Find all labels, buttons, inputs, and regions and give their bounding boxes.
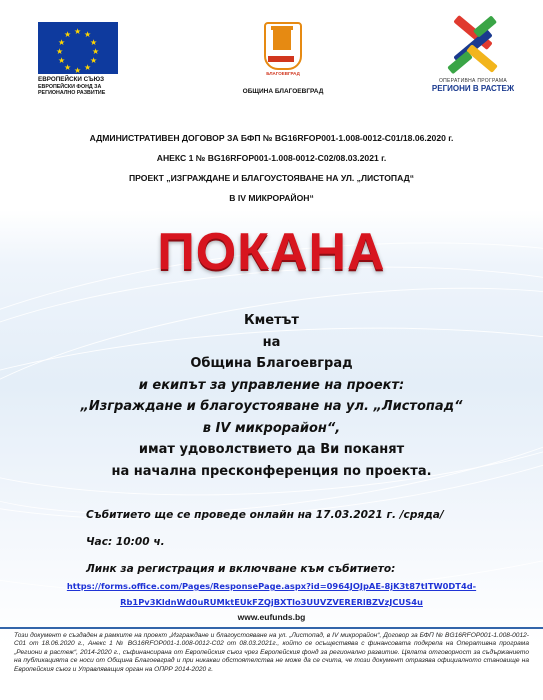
header-line3: ПРОЕКТ „ИЗГРАЖДАНЕ И БЛАГОУСТОЯВАНЕ НА УЛ. „ЛИСТОПАД“ [128, 173, 415, 183]
website-url[interactable]: www.eufunds.bg [237, 612, 306, 622]
eu-logo-caption [38, 77, 118, 97]
event-date: Събитието ще се проведе онлайн на 17.03.2021 г. /сряда/ [86, 509, 444, 521]
invitation-line7: имат удоволствието да Ви поканят [138, 442, 405, 457]
footer-divider [0, 627, 543, 629]
header-line4: В IV МИКРОРАЙОН“ [229, 193, 314, 203]
invitation-line1: Кметът [244, 313, 299, 328]
page-title: ПОКАНА [157, 223, 386, 281]
contract-header [0, 128, 543, 208]
registration-label: Линк за регистрация и включване към събитието: [86, 563, 396, 575]
invitation-line5: „Изграждане и благоустояване на ул. „Листопад“ [80, 399, 463, 414]
crest-text: БЛАГОЕВГРАД [266, 71, 300, 76]
eu-logo-line1: ЕВРОПЕЙСКИ СЪЮЗ [38, 76, 105, 83]
municipality-caption: ОБЩИНА БЛАГОЕВГРАД [242, 88, 324, 95]
event-time: Час: 10:00 ч. [86, 536, 165, 548]
header-line1: АДМИНИСТРАТИВЕН ДОГОВОР ЗА БФП № BG16RFOP001-1.008-0012-C01/18.06.2020 г. [89, 133, 454, 143]
invitation-line8: на начална пресконференция по проекта. [111, 463, 432, 479]
program-logo-line1: ОПЕРАТИВНА ПРОГРАМА [438, 78, 508, 84]
header-line2: АНЕКС 1 № BG16RFOP001-1.008-0012-C02/08.03.2021 г. [156, 153, 387, 163]
eu-logo [38, 22, 118, 97]
invitation-line3: Община Благоевград [190, 356, 353, 371]
registration-link-line2[interactable]: Rb1Pv3KldnWd0uRUMktEUkFZQjBXTlo3UUVZVERERlBZVzJCUS4u [120, 597, 423, 607]
eu-flag-icon: ★ ★ ★ ★ ★ ★ ★ ★ ★ ★ ★ ★ [38, 22, 118, 74]
invitation-line4: и екипът за управление на проект: [138, 377, 405, 393]
invitation-line2: на [262, 334, 281, 350]
eu-logo-line3: РЕГИОНАЛНО РАЗВИТИЕ [38, 90, 106, 96]
registration-link[interactable] [0, 578, 543, 610]
crest-icon [264, 22, 302, 70]
regions-mark-icon [445, 18, 501, 76]
registration-link-line1[interactable]: https://forms.office.com/Pages/ResponsePage.aspx?id=0964JOJpAE-8jK3t87tITW0DT4d- [66, 581, 477, 591]
invitation-text [0, 310, 543, 482]
eu-logo-line2: ЕВРОПЕЙСКИ ФОНД ЗА [38, 83, 102, 90]
invitation-line6: в IV микрорайон“, [202, 420, 341, 436]
regions-in-growth-logo [418, 18, 528, 93]
program-logo-line2: РЕГИОНИ В РАСТЕЖ [431, 84, 515, 93]
municipality-logo [238, 22, 328, 95]
disclaimer-footer: Този документ е създаден в рамките на проект „Изграждане и благоустояване на ул. „Листопад, в IV микрорайон“, Договор за БФП № BG16RFOP001-1.008-0012-C01 от 18.06.2020 г., Анекс 1 № BG16RFOP001-1.008-0012-C02 от 08.03.2021г., който се осъществява с финансовата подкрепа на Оперативна програма „Региони в растеж“, 2014-2020 г., съфинансирана от Европейския съюз чрез Европейския фонд за регионално развитие. Цялата отговорност за съдържанието на публикацията се носи от Община Благоевград и при никакви обстоятелства не може да се счита, че този документ отразява официалното становище на Европейския съюз и Управляващия орган на ОПРР 2014-2020 г. [14, 632, 529, 673]
event-details [86, 502, 526, 583]
